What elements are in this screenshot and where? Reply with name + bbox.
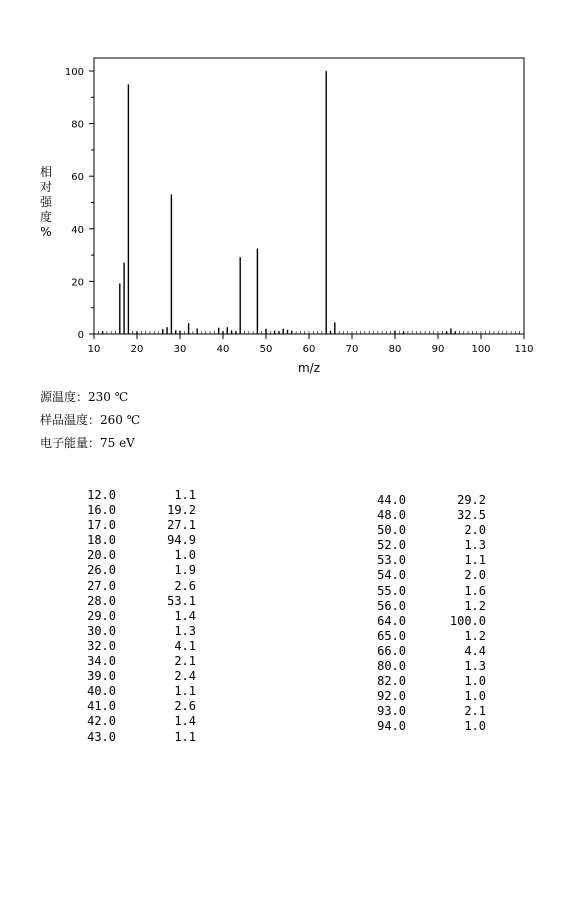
table-row: [84, 624, 196, 639]
table-row: [84, 654, 196, 669]
table-row: [84, 699, 196, 714]
mz-value: 53.0: [377, 553, 406, 568]
intensity-value: 29.2: [457, 493, 486, 507]
y-axis-label-char: 强: [39, 195, 53, 209]
intensity-value: 1.2: [464, 598, 486, 613]
mz-value: 27.0: [87, 578, 116, 593]
table-row: [374, 704, 486, 719]
table-row: [84, 639, 196, 654]
mz-value: 12.0: [87, 488, 116, 502]
mz-value: 54.0: [377, 568, 406, 583]
mz-value: 20.0: [87, 548, 116, 563]
x-tick-label: 80: [388, 344, 402, 355]
mz-value: 64.0: [377, 613, 406, 628]
x-tick-label: 70: [345, 344, 359, 355]
intensity-value: 1.3: [464, 538, 486, 553]
electron-energy: 电子能量：75 eV: [40, 436, 135, 450]
table-row: [374, 508, 486, 523]
intensity-value: 1.6: [464, 583, 486, 598]
table-row: [374, 614, 486, 629]
mz-value: 34.0: [87, 654, 116, 669]
mz-value: 93.0: [377, 704, 406, 719]
table-row: [84, 684, 196, 699]
table-row: [374, 599, 486, 614]
intensity-value: 1.3: [174, 623, 196, 638]
y-axis-label: [40, 164, 53, 239]
mz-value: 82.0: [377, 674, 406, 689]
mz-value: 29.0: [87, 608, 116, 623]
mz-value: 80.0: [377, 659, 406, 674]
sample-temperature: 样品温度：260 ℃: [40, 413, 141, 427]
intensity-value: 4.1: [174, 638, 196, 653]
table-row: [84, 563, 196, 578]
mz-value: 66.0: [377, 643, 406, 658]
intensity-value: 2.1: [464, 704, 486, 719]
mz-value: 32.0: [87, 638, 116, 653]
table-row: [84, 714, 196, 729]
intensity-value: 32.5: [457, 508, 486, 523]
mz-value: 40.0: [87, 684, 116, 699]
intensity-value: 100.0: [449, 613, 486, 628]
mz-value: 48.0: [377, 508, 406, 523]
table-row: [374, 553, 486, 568]
table-row: [374, 538, 486, 553]
table-row: [84, 518, 196, 533]
y-tick-label: 80: [71, 119, 84, 131]
intensity-value: 1.1: [464, 553, 486, 568]
intensity-value: 1.1: [174, 684, 196, 699]
x-tick-label: 60: [302, 344, 316, 355]
y-axis-label-char: 对: [39, 180, 53, 194]
intensity-value: 2.1: [174, 654, 196, 669]
mz-value: 65.0: [377, 628, 406, 643]
mass-spectrum-chart: [0, 0, 570, 380]
intensity-value: 1.4: [174, 714, 196, 729]
table-row: [374, 493, 486, 508]
intensity-value: 4.4: [464, 643, 486, 658]
mz-value: 43.0: [87, 729, 116, 744]
intensity-value: 1.0: [464, 719, 486, 734]
x-tick-label: 90: [431, 344, 445, 355]
mz-value: 44.0: [377, 493, 406, 507]
mz-value: 52.0: [377, 538, 406, 553]
table-row: [374, 568, 486, 583]
intensity-value: 53.1: [167, 593, 196, 608]
mz-value: 28.0: [87, 593, 116, 608]
table-row: [374, 689, 486, 704]
x-tick-label: 10: [87, 344, 101, 355]
table-row: [374, 523, 486, 538]
intensity-value: 19.2: [167, 503, 196, 518]
mz-value: 42.0: [87, 714, 116, 729]
table-row: [84, 503, 196, 518]
y-tick-label: 60: [71, 172, 84, 184]
y-tick-label: 0: [77, 330, 84, 341]
table-row: [84, 548, 196, 563]
table-row: [374, 719, 486, 734]
y-axis-label-char: 度: [39, 210, 53, 224]
source-temperature: 源温度：230 ℃: [40, 390, 129, 404]
intensity-value: 1.3: [464, 659, 486, 674]
table-row: [374, 674, 486, 689]
table-row: [84, 669, 196, 684]
table-row: [84, 594, 196, 609]
mz-value: 39.0: [87, 669, 116, 684]
y-tick-label: 40: [71, 224, 84, 236]
intensity-value: 1.0: [464, 689, 486, 704]
intensity-value: 1.0: [464, 674, 486, 689]
plot-frame: [94, 58, 524, 334]
intensity-value: 2.0: [464, 523, 486, 538]
mz-value: 94.0: [377, 719, 406, 734]
intensity-value: 1.1: [174, 729, 196, 744]
mz-value: 41.0: [87, 699, 116, 714]
table-row: [84, 533, 196, 548]
mz-value: 56.0: [377, 598, 406, 613]
table-row: [374, 659, 486, 674]
intensity-value: 1.0: [174, 548, 196, 563]
y-axis-label-char: 相: [39, 165, 53, 179]
intensity-value: 2.6: [174, 699, 196, 714]
x-axis-ticks: [88, 334, 534, 355]
minor-ticks: [94, 331, 524, 334]
mz-value: 18.0: [87, 533, 116, 548]
table-row: [84, 730, 196, 745]
mz-value: 50.0: [377, 523, 406, 538]
table-row: [374, 644, 486, 659]
table-row: [84, 488, 196, 503]
x-tick-label: 100: [471, 344, 491, 355]
y-axis-ticks: [65, 67, 94, 341]
x-tick-label: 30: [173, 344, 187, 355]
intensity-value: 1.9: [174, 563, 196, 578]
x-tick-label: 40: [216, 344, 230, 355]
table-row: [374, 629, 486, 644]
intensity-value: 1.1: [174, 488, 196, 502]
y-tick-label: 100: [64, 67, 84, 78]
peak-table-right: [374, 493, 486, 735]
intensity-value: 1.4: [174, 608, 196, 623]
mz-value: 55.0: [377, 583, 406, 598]
table-row: [84, 579, 196, 594]
x-tick-label: 20: [130, 344, 144, 355]
intensity-value: 2.0: [464, 568, 486, 583]
x-axis-label: m/z: [297, 361, 321, 375]
mz-value: 16.0: [87, 503, 116, 518]
x-tick-label: 50: [259, 344, 273, 355]
intensity-value: 2.6: [174, 578, 196, 593]
mz-value: 26.0: [87, 563, 116, 578]
intensity-value: 94.9: [167, 533, 196, 548]
x-tick-label: 110: [514, 344, 534, 355]
peak-table-left: [84, 488, 196, 745]
intensity-value: 1.2: [464, 628, 486, 643]
mz-value: 17.0: [87, 518, 116, 533]
y-axis-label-char: %: [40, 225, 52, 239]
y-tick-label: 20: [71, 277, 84, 289]
intensity-value: 27.1: [167, 518, 196, 533]
mz-value: 92.0: [377, 689, 406, 704]
mz-value: 30.0: [87, 623, 116, 638]
peak-bars: [103, 71, 456, 334]
intensity-value: 2.4: [174, 669, 196, 684]
table-row: [374, 584, 486, 599]
table-row: [84, 609, 196, 624]
